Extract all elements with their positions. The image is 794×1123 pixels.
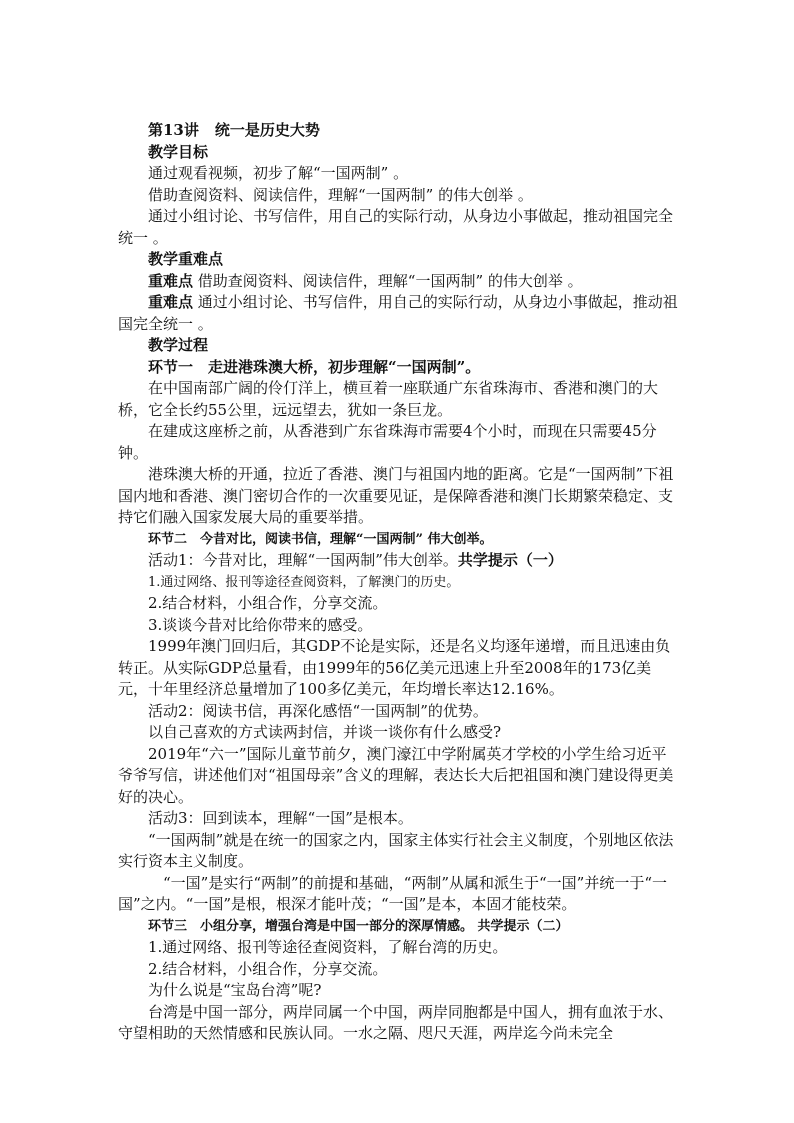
paragraph-10: 台湾是中国一部分，两岸同属一个中国，两岸同胞都是中国人，拥有血浓于水、守望相助的天然情感和民族认同。一水之隔、咫尺天涯，两岸迄今尚未完全: [118, 1002, 674, 1042]
key-point-2: [118, 292, 678, 335]
activity-2: 活动2：阅读书信，再深化感悟“一国两制”的优势。: [148, 701, 488, 720]
goal-3: 通过小组讨论、书写信件，用自己的实际行动，从身边小事做起，推动祖国完全统一 。: [118, 207, 674, 247]
goals-heading: 教学目标: [148, 142, 209, 161]
key-point-2-text: 通过小组讨论、书写信件，用自己的实际行动，从身边小事做起，推动祖国完全统一 。: [118, 293, 678, 333]
key-points-heading: 教学重难点: [148, 250, 224, 268]
key-point-1-text: 借助查阅资料、阅读信件，理解“一国两制” 的伟大创举 。: [193, 271, 583, 290]
lesson-title-text: 统一是历史大势: [214, 121, 320, 139]
paragraph-7: “一国两制”就是在统一的国家之内，国家主体实行社会主义制度，个别地区依法实行资本主义制度。: [118, 830, 674, 870]
paragraph-6: 2019年“六一”国际儿童节前夕，澳门濠江中学附属英才学校的小学生给习近平爷爷写信，讲述他们对“祖国母亲”含义的理解，表达长大后把祖国和澳门建设得更美好的决心。: [118, 744, 674, 806]
paragraph-1: 在中国南部广阔的伶仃洋上，横亘着一座联通广东省珠海市、香港和澳门的大桥，它全长约55公里，远远望去，犹如一条巨龙。: [118, 379, 659, 419]
key-point-1-label: 重难点: [148, 271, 194, 290]
key-point-2-label: 重难点: [148, 293, 194, 311]
activity-1-text: 活动1：今昔对比，理解“一国两制”伟大创举。: [148, 551, 458, 569]
section-3-item-2: 2.结合材料，小组合作，分享交流。: [148, 959, 388, 978]
paragraph-3: 港珠澳大桥的开通，拉近了香港、澳门与祖国内地的距离。它是“一国两制”下祖国内地和香港、澳门密切合作的一次重要见证，是保障香港和澳门长期繁荣稳定、支持它们融入国家发展大局的重要举措。: [118, 465, 674, 526]
paragraph-2: 在建成这座桥之前，从香港到广东省珠海市需要4个小时，而现在只需要45分钟。: [118, 422, 657, 462]
activity-1-item-1: 1.通过网络、报刊等途径查阅资料，了解澳门的历史。: [148, 574, 460, 590]
activity-1-tip: 共学提示（一）: [457, 551, 563, 569]
goal-2: 借助查阅资料、阅读信件，理解“一国两制” 的伟大创举 。: [148, 185, 533, 204]
paragraph-8: “一国”是实行“两制”的前提和基础，“两制”从属和派生于“一国”并统一于“一国”之内。“一国”是根，根深才能叶茂；“一国”是本，本固才能枝荣。: [118, 873, 668, 913]
section-3-item-1: 1.通过网络、报刊等途径查阅资料，了解台湾的历史。: [148, 938, 508, 956]
process-heading: 教学过程: [148, 336, 209, 354]
lesson-title: [118, 120, 678, 142]
section-2-heading: 环节二 今昔对比，阅读书信，理解“一国两制” 伟大创举。: [148, 531, 493, 547]
paragraph-9: 为什么说是“宝岛台湾”呢?: [148, 981, 322, 999]
activity-1-item-3: 3.谈谈今昔对比给你带来的感受。: [148, 615, 373, 634]
document-body: [118, 120, 678, 1045]
activity-1-item-2: 2.结合材料，小组合作，分享交流。: [148, 594, 388, 612]
activity-1: [118, 550, 678, 572]
goal-1: 通过观看视频，初步了解“一国两制” 。: [148, 164, 409, 182]
activity-3: 活动3：回到读本，理解“一国”是根本。: [148, 809, 413, 827]
paragraph-5: 以自己喜欢的方式读两封信，并谈一谈你有什么感受?: [148, 723, 502, 741]
paragraph-4: 1999年澳门回归后，其GDP不论是实际，还是名义均逐年递增，而且迅速由负转正。从实际GDP总量看，由1999年的56亿美元迅速上升至2008年的173亿美元，十年里经济总量增加了100多亿美元，年均增长率达12.16%。: [118, 637, 671, 698]
section-1-heading: 环节一 走进港珠澳大桥，初步理解“一国两制”。: [148, 357, 481, 376]
key-point-1: [118, 271, 678, 293]
section-3-heading: 环节三 小组分享，增强台湾是中国一部分的深厚情感。 共学提示（二）: [148, 918, 569, 934]
lesson-number: 第13讲: [148, 121, 199, 139]
